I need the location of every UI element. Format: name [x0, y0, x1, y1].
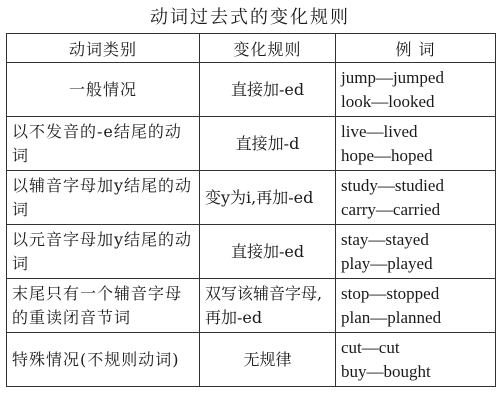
table-row [7, 279, 496, 333]
past-tense-rules-table [6, 33, 496, 387]
example-word: buy—bought [341, 361, 431, 381]
rule-cell: 变y为i,再加-ed [200, 171, 336, 225]
category-cell: 末尾只有一个辅音字母的重读闭音节词 [7, 279, 200, 333]
category-cell: 以辅音字母加y结尾的动词 [7, 171, 200, 225]
example-word: play—played [341, 253, 433, 273]
example-word: look—looked [341, 91, 435, 111]
example-word: cut—cut [341, 337, 400, 357]
example-word: study—studied [341, 175, 444, 195]
table-row [7, 63, 496, 117]
examples-cell [336, 333, 496, 387]
category-cell: 特殊情况(不规则动词) [7, 333, 200, 387]
rule-cell: 双写该辅音字母,再加-ed [200, 279, 336, 333]
table-row [7, 117, 496, 171]
examples-cell [336, 171, 496, 225]
example-word: stay—stayed [341, 229, 429, 249]
example-word: plan—planned [341, 307, 442, 327]
header-row [7, 34, 496, 63]
examples-cell [336, 117, 496, 171]
header-rule: 变化规则 [200, 34, 336, 63]
example-word: hope—hoped [341, 145, 433, 165]
example-word: jump—jumped [341, 67, 444, 87]
category-cell: 以元音字母加y结尾的动词 [7, 225, 200, 279]
category-cell: 一般情况 [7, 63, 200, 117]
header-category: 动词类别 [7, 34, 200, 63]
category-cell: 以不发音的-e结尾的动词 [7, 117, 200, 171]
examples-cell [336, 63, 496, 117]
table-row [7, 333, 496, 387]
header-examples: 例 词 [336, 34, 496, 63]
rule-cell: 直接加-ed [200, 225, 336, 279]
rule-cell: 直接加-d [200, 117, 336, 171]
rule-cell: 无规律 [200, 333, 336, 387]
table-title: 动词过去式的变化规则 [150, 7, 350, 28]
examples-cell [336, 225, 496, 279]
table-row [7, 225, 496, 279]
example-word: carry—carried [341, 199, 441, 219]
example-word: stop—stopped [341, 283, 440, 303]
example-word: live—lived [341, 121, 418, 141]
table-row [7, 171, 496, 225]
examples-cell [336, 279, 496, 333]
rule-cell: 直接加-ed [200, 63, 336, 117]
